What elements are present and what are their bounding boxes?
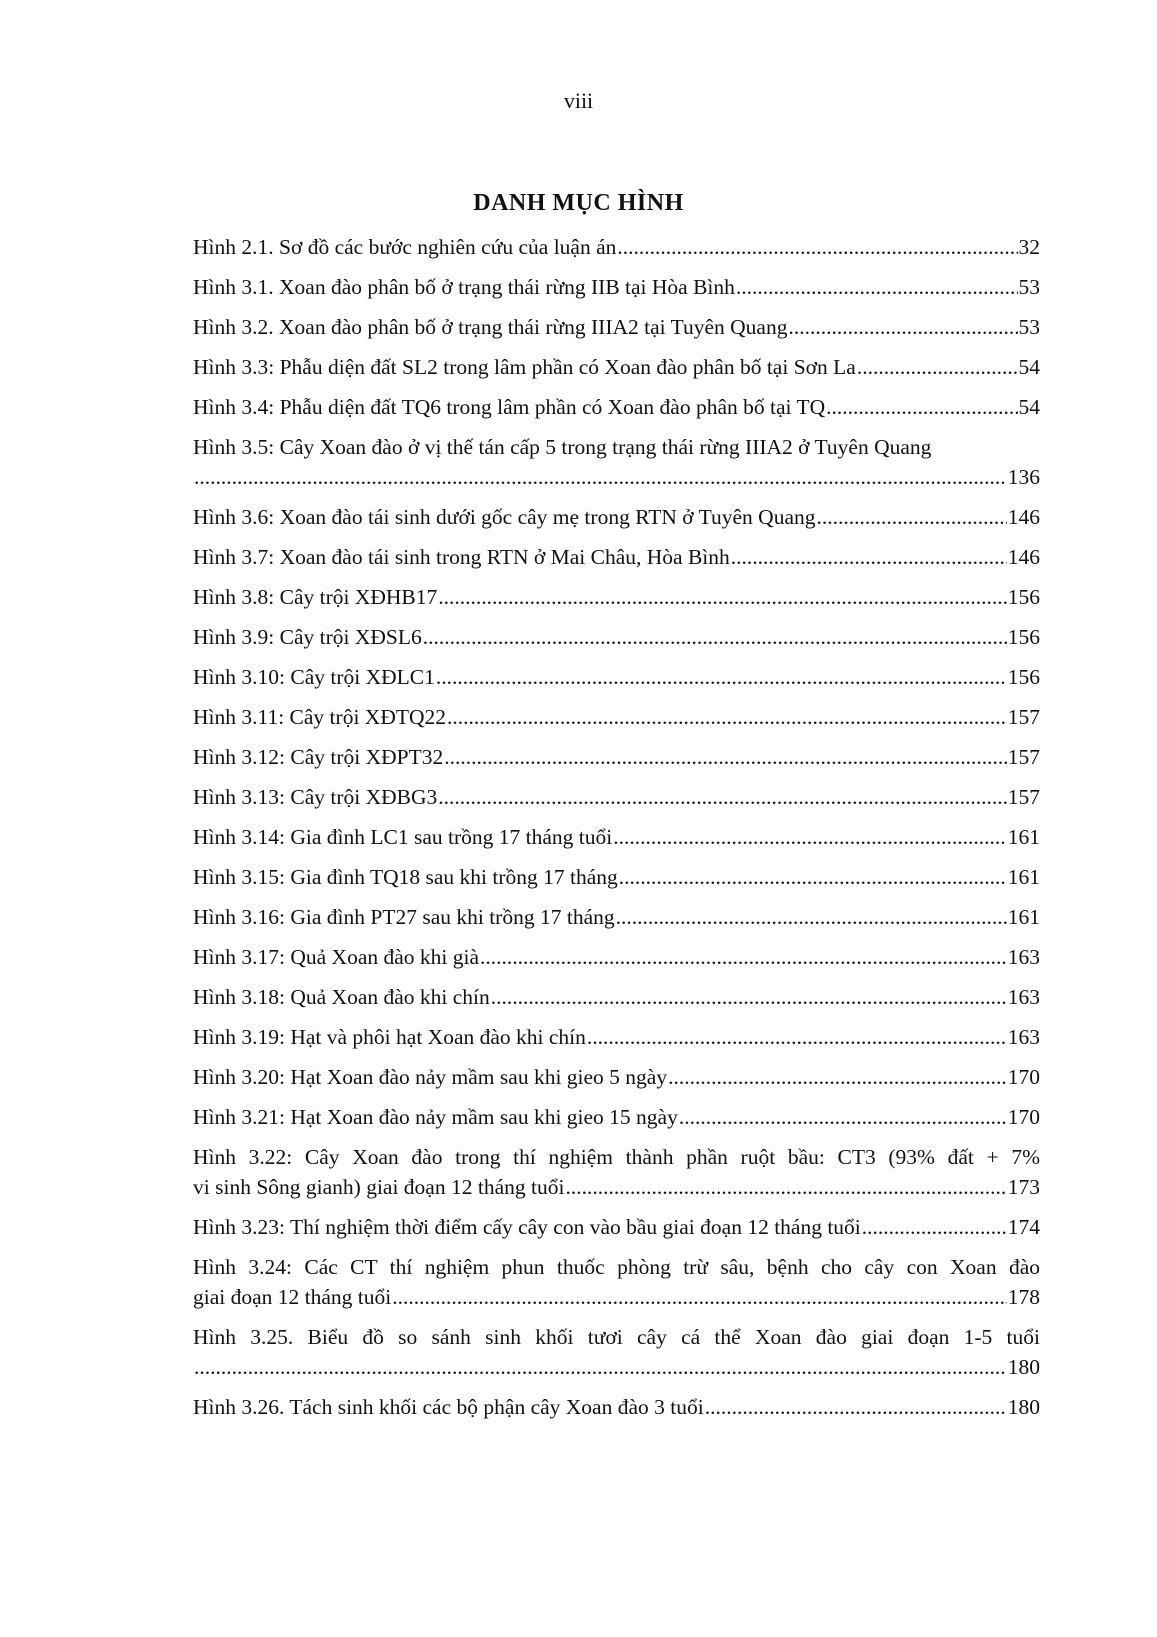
entry-text: Hình 3.6: Xoan đào tái sinh dưới gốc cây mẹ trong RTN ở Tuyên Quang	[193, 505, 816, 529]
entry-text: Hình 3.7: Xoan đào tái sinh trong RTN ở Mai Châu, Hòa Bình	[193, 545, 730, 569]
entry-text: Hình 3.5: Cây Xoan đào ở vị thế tán cấp 5 trong trạng thái rừng IIIA2 ở Tuyên Quang	[193, 435, 932, 459]
entry-page: 54	[1018, 355, 1040, 379]
toc-entry	[193, 782, 1040, 812]
toc-entry	[193, 902, 1040, 932]
entry-page: 163	[1007, 945, 1040, 969]
toc-entry	[193, 1142, 1040, 1202]
toc-entry	[193, 502, 1040, 532]
leader-dots	[194, 462, 1007, 492]
leader-dots	[438, 582, 1006, 612]
entry-page: 170	[1007, 1065, 1040, 1089]
toc-entry	[193, 662, 1040, 692]
leader-dots	[444, 742, 1007, 772]
leader-dots	[613, 822, 1007, 852]
entry-text-continued: giai đoạn 12 tháng tuổi	[193, 1285, 392, 1309]
leader-dots	[788, 312, 1017, 342]
leader-dots	[668, 1062, 1007, 1092]
entry-text: Hình 3.20: Hạt Xoan đào nảy mầm sau khi gieo 5 ngày	[193, 1065, 668, 1089]
entry-page: 157	[1007, 745, 1040, 769]
entry-page: 180	[1007, 1395, 1040, 1419]
entry-text: Hình 3.15: Gia đình TQ18 sau khi trồng 17 tháng	[193, 865, 618, 889]
leader-dots	[731, 542, 1007, 572]
list-of-figures	[193, 232, 1040, 1432]
leader-dots	[857, 352, 1018, 382]
entry-text: Hình 3.1. Xoan đào phân bố ở trạng thái rừng IIB tại Hòa Bình	[193, 275, 735, 299]
leader-dots	[565, 1172, 1006, 1202]
toc-entry	[193, 1322, 1040, 1382]
entry-text: Hình 3.9: Cây trội XĐSL6	[193, 625, 422, 649]
page-title: DANH MỤC HÌNH	[473, 190, 684, 216]
entry-page: 174	[1007, 1215, 1040, 1239]
toc-entry	[193, 272, 1040, 302]
toc-entry	[193, 432, 1040, 492]
toc-entry	[193, 312, 1040, 342]
entry-text: Hình 3.8: Cây trội XĐHB17	[193, 585, 438, 609]
leader-dots	[817, 502, 1007, 532]
entry-page: 54	[1018, 395, 1040, 419]
leader-dots	[587, 1022, 1007, 1052]
leader-dots	[447, 702, 1007, 732]
entry-page: 170	[1007, 1105, 1040, 1129]
entry-text: Hình 3.14: Gia đình LC1 sau trồng 17 tháng tuổi	[193, 825, 613, 849]
toc-entry	[193, 1212, 1040, 1242]
toc-entry	[193, 942, 1040, 972]
entry-page: 156	[1007, 585, 1040, 609]
leader-dots	[826, 392, 1017, 422]
entry-page: 161	[1007, 905, 1040, 929]
entry-page: 32	[1018, 235, 1040, 259]
page-number: viii	[563, 88, 594, 113]
toc-entry	[193, 702, 1040, 732]
leader-dots	[423, 622, 1007, 652]
entry-page: 53	[1018, 275, 1040, 299]
entry-page: 146	[1007, 545, 1040, 569]
toc-entry	[193, 1062, 1040, 1092]
toc-entry	[193, 1392, 1040, 1422]
toc-entry	[193, 1252, 1040, 1312]
entry-text: Hình 3.11: Cây trội XĐTQ22	[193, 705, 447, 729]
leader-dots	[736, 272, 1018, 302]
toc-entry	[193, 542, 1040, 572]
entry-page: 161	[1007, 825, 1040, 849]
leader-dots	[862, 1212, 1007, 1242]
entry-text: Hình 3.19: Hạt và phôi hạt Xoan đào khi chín	[193, 1025, 586, 1049]
entry-text: Hình 3.16: Gia đình PT27 sau khi trồng 17 tháng	[193, 905, 615, 929]
leader-dots	[619, 862, 1007, 892]
entry-page: 53	[1018, 315, 1040, 339]
entry-text: Hình 2.1. Sơ đồ các bước nghiên cứu của luận án	[193, 235, 617, 259]
entry-page: 180	[1007, 1355, 1040, 1379]
entry-page: 163	[1007, 1025, 1040, 1049]
toc-entry	[193, 232, 1040, 262]
entry-text: Hình 3.4: Phẫu diện đất TQ6 trong lâm phần có Xoan đào phân bố tại TQ	[193, 395, 826, 419]
leader-dots	[705, 1392, 1007, 1422]
toc-entry	[193, 862, 1040, 892]
leader-dots	[679, 1102, 1007, 1132]
entry-page: 157	[1007, 705, 1040, 729]
entry-text: Hình 3.25. Biểu đồ so sánh sinh khối tươi cây cá thể Xoan đào giai đoạn 1-5 tuổi	[193, 1325, 1040, 1349]
toc-entry	[193, 582, 1040, 612]
entry-text: Hình 3.26. Tách sinh khối các bộ phận cây Xoan đào 3 tuổi	[193, 1395, 704, 1419]
entry-page: 136	[1007, 465, 1040, 489]
entry-text: Hình 3.22: Cây Xoan đào trong thí nghiệm thành phần ruột bầu: CT3 (93% đất + 7%	[193, 1145, 1040, 1169]
entry-text: Hình 3.2. Xoan đào phân bố ở trạng thái rừng IIIA2 tại Tuyên Quang	[193, 315, 788, 339]
entry-page: 157	[1007, 785, 1040, 809]
leader-dots	[194, 1352, 1007, 1382]
leader-dots	[436, 662, 1007, 692]
toc-entry	[193, 622, 1040, 652]
toc-entry	[193, 742, 1040, 772]
toc-entry	[193, 1022, 1040, 1052]
entry-text: Hình 3.3: Phẫu diện đất SL2 trong lâm phần có Xoan đào phân bố tại Sơn La	[193, 355, 856, 379]
entry-text: Hình 3.23: Thí nghiệm thời điểm cấy cây con vào bầu giai đoạn 12 tháng tuổi	[193, 1215, 861, 1239]
entry-text: Hình 3.12: Cây trội XĐPT32	[193, 745, 444, 769]
entry-text: Hình 3.18: Quả Xoan đào khi chín	[193, 985, 490, 1009]
entry-page: 178	[1007, 1285, 1040, 1309]
entry-text: Hình 3.17: Quả Xoan đào khi già	[193, 945, 480, 969]
leader-dots	[616, 902, 1007, 932]
toc-entry	[193, 352, 1040, 382]
entry-page: 146	[1007, 505, 1040, 529]
entry-page: 163	[1007, 985, 1040, 1009]
toc-entry	[193, 1102, 1040, 1132]
entry-page: 173	[1007, 1175, 1040, 1199]
toc-entry	[193, 822, 1040, 852]
entry-text: Hình 3.10: Cây trội XĐLC1	[193, 665, 435, 689]
entry-page: 156	[1007, 625, 1040, 649]
entry-page: 161	[1007, 865, 1040, 889]
entry-text: Hình 3.24: Các CT thí nghiệm phun thuốc phòng trừ sâu, bệnh cho cây con Xoan đào	[193, 1255, 1040, 1279]
toc-entry	[193, 982, 1040, 1012]
entry-page: 156	[1007, 665, 1040, 689]
leader-dots	[438, 782, 1006, 812]
leader-dots	[617, 232, 1017, 262]
entry-text-continued: vi sinh Sông gianh) giai đoạn 12 tháng tuổi	[193, 1175, 565, 1199]
leader-dots	[480, 942, 1007, 972]
entry-text: Hình 3.21: Hạt Xoan đào nảy mầm sau khi gieo 15 ngày	[193, 1105, 678, 1129]
toc-entry	[193, 392, 1040, 422]
entry-text: Hình 3.13: Cây trội XĐBG3	[193, 785, 438, 809]
leader-dots	[392, 1282, 1007, 1312]
leader-dots	[491, 982, 1007, 1012]
